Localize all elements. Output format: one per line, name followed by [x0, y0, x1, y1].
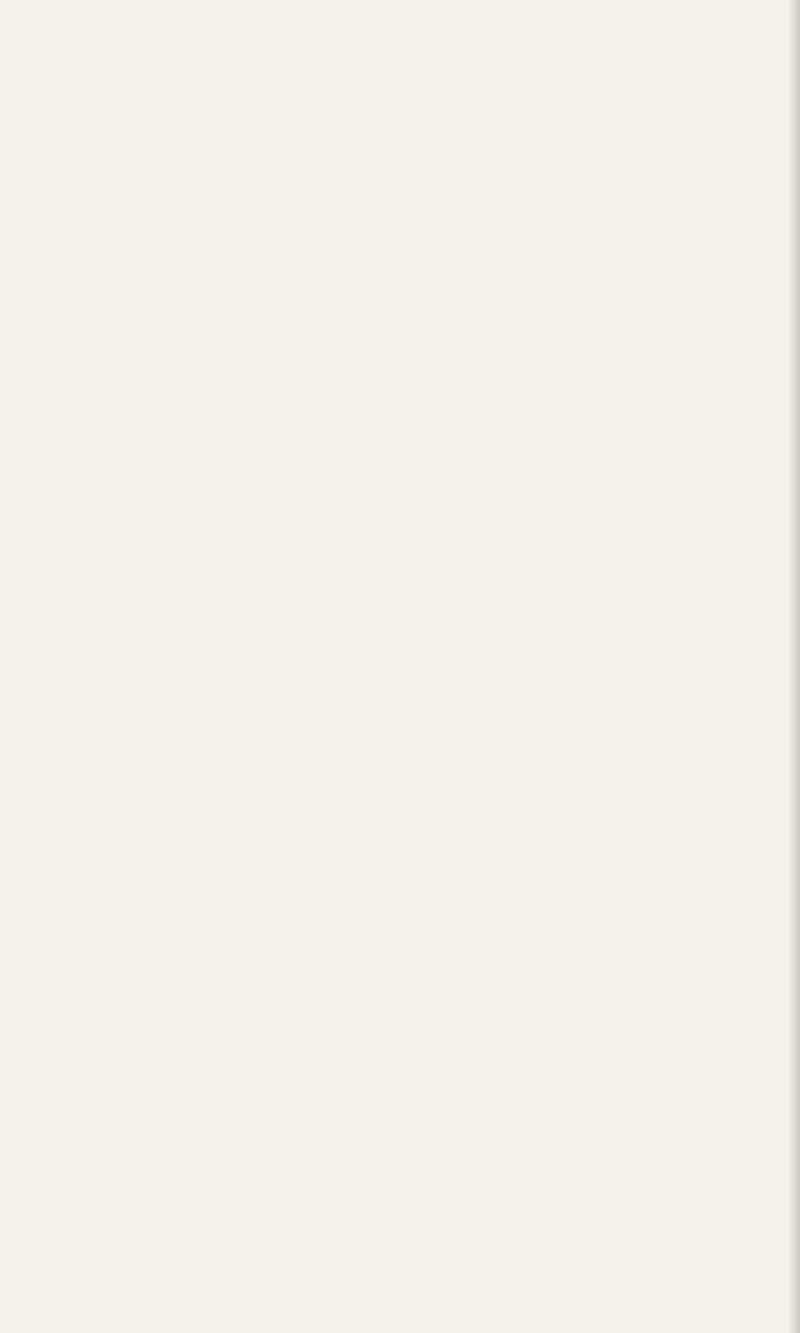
- page-edge-shadow: [788, 0, 800, 1333]
